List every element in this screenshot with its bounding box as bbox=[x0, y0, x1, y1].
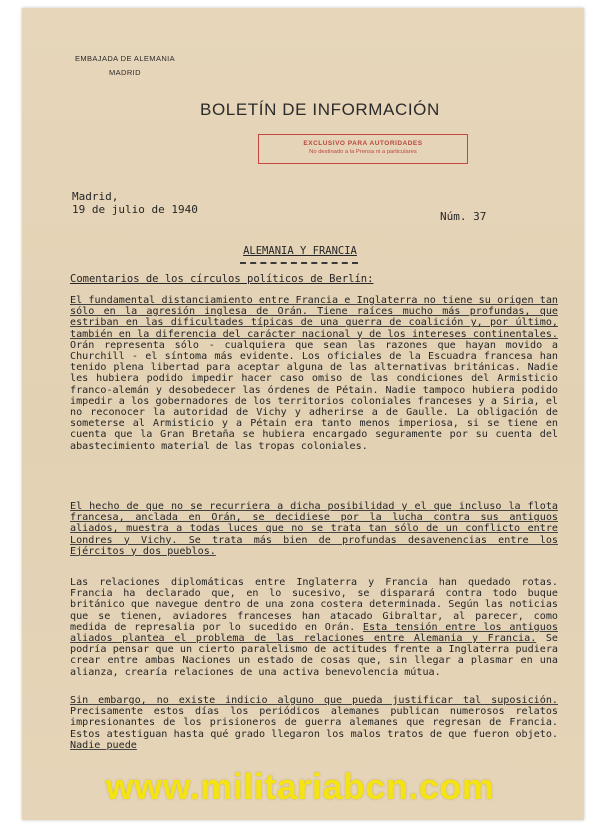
paragraph-1-underlined: El fundamental distanciamiento entre Francia e Inglaterra no tiene su origen tan sólo en la agresión inglesa de Orán. Tiene raíces mucho más profundas, que estriban en las dificultades típicas de una guerra de coalición y, por último, también en la diferencia del carácter nacional y de los intereses continentales. bbox=[70, 295, 558, 340]
dateline-date: 19 de julio de 1940 bbox=[72, 203, 198, 216]
website-watermark: www.militariabcn.com bbox=[105, 766, 495, 807]
paragraph-4 bbox=[70, 695, 558, 751]
paragraph-3-start: Las relaciones diplomáticas entre Inglaterra y Francia han quedado rotas. Francia ha declarado que, en lo sucesivo, se disparará contra todo buque británico que navegue dentro de una zona costera determinada. Según las noticias que se tienen, aviadores franceses han atacado Gibraltar, al parecer, como medida de represalia por lo sucedido en Orán. bbox=[70, 577, 558, 633]
paragraph-3-underlined: Esta tensión entre los antiguos aliados plantea el problema de las relaciones entre Alemania y Francia. bbox=[70, 621, 558, 645]
stamp-line-1: EXCLUSIVO PARA AUTORIDADES bbox=[303, 140, 423, 147]
paragraph-4-tail: Nadie puede bbox=[70, 739, 137, 751]
embassy-city: MADRID bbox=[109, 68, 141, 77]
dateline bbox=[72, 190, 272, 216]
paragraph-1-rest: Orán representa sólo - cualquiera que sean las razones que hayan movido a Churchill - el síntoma más evidente. Los oficiales de la Escuadra francesa han tenido plena libertad para aceptar alguna de las alternativas británicas. Nadie les hubiera podido impedir hacer caso omiso de las condiciones del Armisticio franco-alemán y desobedecer las órdenes de Pétain. Nadie tampoco hubiera podido impedir a los gobernadores de los territorios coloniales franceses y a Siria, el no reconocer la autoridad de Vichy y adherirse a de Gaulle. La obligación de someterse al Armisticio y a Pétain era tanto menos imperiosa, si se tiene en cuenta que la Gran Bretaña se hubiera encargado seguramente por su cuenta del abastecimiento material de las tropas coloniales. bbox=[70, 339, 558, 452]
article-subheading: Comentarios de los círculos políticos de Berlín: bbox=[70, 273, 374, 285]
stamp-line-2: No destinado a la Prensa ni a particulares bbox=[309, 149, 417, 155]
article-heading: ALEMANIA Y FRANCIA bbox=[243, 245, 357, 257]
embassy-name: EMBAJADA DE ALEMANIA bbox=[74, 54, 176, 63]
paragraph-4-rest: Precisamente estos días los periódicos alemanes publican numerosos relatos impresionantes de los prisioneros de guerra alemanes que regresan de Francia. Estos atestiguan hasta qué grado llegaron los malos tratos de que fueron objeto. bbox=[70, 706, 558, 740]
bulletin-title: BOLETÍN DE INFORMACIÓN bbox=[200, 100, 440, 119]
paragraph-3 bbox=[70, 577, 558, 678]
paragraph-4-underlined: Sin embargo, no existe indicio alguno que pueda justificar tal suposición. bbox=[70, 695, 558, 706]
issue-number: Núm. 37 bbox=[440, 210, 487, 223]
embassy-letterhead bbox=[60, 52, 190, 80]
paragraph-2-underlined: El hecho de que no se recurriera a dicha posibilidad y el que incluso la flota francesa, anclada en Orán, se decidiese por la lucha contra sus antiguos aliados, muestra a todas luces que no se trata tan sólo de un conflicto entre Londres y Vichy. Se trata más bien de profundas desavenencias entre los Ejércitos y dos pueblos. bbox=[70, 501, 558, 557]
heading-double-rule bbox=[240, 262, 358, 264]
paragraph-1 bbox=[70, 295, 558, 452]
paragraph-2 bbox=[70, 501, 558, 557]
dateline-city: Madrid, bbox=[72, 190, 119, 203]
restriction-stamp bbox=[258, 134, 468, 164]
paragraph-3-rest: Se podría pensar que un cierto paralelismo de actitudes frente a Inglaterra pudiera crear entre ambas Naciones un estado de cosas que, sin llegar a plasmar en una alianza, crearía relaciones de una activa benevolencia mútua. bbox=[70, 633, 558, 678]
